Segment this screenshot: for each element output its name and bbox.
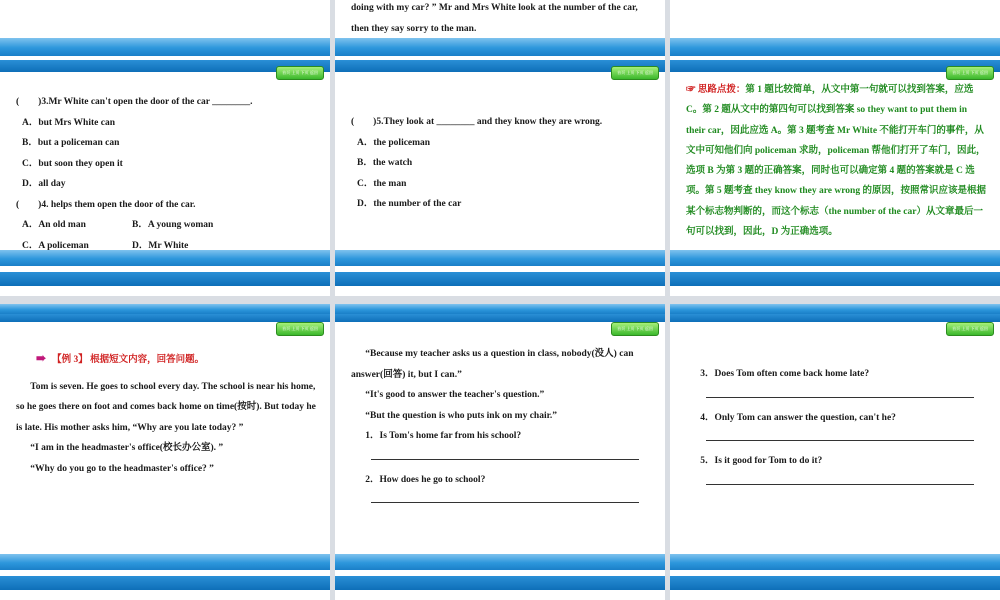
slide-2-top-text: [351, 0, 651, 39]
nav-button[interactable]: 首页 上页 下页 返回: [276, 322, 324, 336]
footer-band-dark: [0, 272, 330, 286]
hint-text: 第 1 题比较简单，从文中第一句就可以找到答案，应选 C。第 2 题从文中的第四句可以找到答案 so they want to put them in their car，因此应选 A。第 3 题考查 Mr White 不能打开车门的事件，从文中可知他们向 policeman 求助，policeman 帮他们打开了车门，因此，选项 B 为第 3 题的正确答案，同时也可以确定第 4 题的答案就是 C 选项。第 5 题考查 they know they are wrong 的原因，按照常识应该是根据某个标志物判断的，而这个标志（the number of the car）从文章最后一句可以找到，因此，D 为正确选项。: [686, 85, 986, 238]
question-1: 1．Is Tom's home far from his school?: [365, 431, 522, 441]
story-paragraph-6: “But the question is who puts ink on my chair.”: [365, 410, 558, 421]
q4-option-c: C．A policeman: [22, 240, 89, 251]
answer-line-5[interactable]: [706, 472, 974, 485]
question-2: 2．How does he go to school?: [365, 474, 486, 485]
story-ending: doing with my car? ” Mr and Mrs White look at the number of the car, then they say sorry to the man.: [351, 3, 638, 34]
story-paragraph-4: “Because my teacher asks us a question in class, nobody(没人) can answer(回答) it, but I can.”: [351, 349, 634, 380]
q3-option-c: C．but soon they open it: [22, 158, 123, 169]
example-title: 【例 3】 根据短文内容，回答问题。: [52, 355, 205, 365]
arrow-icon: ➠: [36, 351, 47, 365]
footer-band-dark: [670, 576, 1000, 590]
story-paragraph-3: “Why do you go to the headmaster's office? ”: [30, 463, 214, 474]
slide-3: [670, 0, 1000, 296]
question-4: ( )4. helps them open the door of the car.: [16, 199, 196, 210]
footer-band-dark: [335, 576, 665, 590]
story-paragraph-5: “It's good to answer the teacher's question.”: [365, 390, 545, 400]
footer-band-dark: [0, 576, 330, 590]
slide-6-content: [686, 364, 986, 495]
nav-button[interactable]: 首页 上页 下页 返回: [946, 322, 994, 336]
slide-6: [670, 304, 1000, 600]
slide-4-content: [16, 348, 316, 479]
answer-line-4[interactable]: [706, 428, 974, 441]
hint-label: ☞ 思路点拨：: [686, 85, 746, 95]
q5-option-a: A．the policeman: [357, 137, 431, 148]
footer-band: [335, 554, 665, 570]
slide-3-content: [686, 80, 986, 242]
footer-band: [670, 250, 1000, 266]
footer-band: [0, 250, 330, 266]
slide-1: [0, 0, 330, 296]
q3-option-a: A．but Mrs White can: [22, 117, 115, 128]
q4-options-row-1: [16, 215, 316, 236]
slide-5: [335, 304, 665, 600]
nav-button[interactable]: 首页 上页 下页 返回: [611, 322, 659, 336]
q3-option-b: B．but a policeman can: [22, 138, 120, 148]
header-band: [335, 304, 665, 314]
q5-option-c: C．the man: [357, 178, 407, 189]
example-heading: [16, 348, 316, 371]
hint-paragraph: [686, 80, 986, 242]
slide-2-content: [351, 112, 651, 215]
footer-band: [0, 554, 330, 570]
slide-4: [0, 304, 330, 600]
q5-option-d: D．the number of the car: [357, 199, 462, 209]
question-4b: 4．Only Tom can answer the question, can't he?: [700, 412, 896, 423]
question-5: ( )5.They look at ________ and they know they are wrong.: [351, 117, 603, 127]
nav-button[interactable]: 首页 上页 下页 返回: [946, 66, 994, 80]
answer-line-2[interactable]: [371, 490, 639, 503]
question-3b: 3．Does Tom often come back home late?: [700, 369, 870, 379]
answer-line-3[interactable]: [706, 385, 974, 398]
header-band: [0, 304, 330, 314]
q4-option-a: A．An old man: [22, 220, 86, 230]
nav-button[interactable]: 首页 上页 下页 返回: [611, 66, 659, 80]
footer-band: [670, 554, 1000, 570]
q4-option-d: D．Mr White: [132, 240, 189, 251]
question-3: ( )3.Mr White can't open the door of the car ________.: [16, 97, 253, 107]
slide-1-content: [16, 92, 316, 256]
header-band-dark: [670, 314, 1000, 322]
header-band: [0, 38, 330, 56]
story-paragraph-1: Tom is seven. He goes to school every day. The school is near his home, so he goes there on foot and comes back home on time(按时). But today he is late. His mother asks him, “Why are you late today? ”: [16, 381, 316, 433]
header-band: [670, 304, 1000, 314]
slide-5-content: [351, 344, 651, 513]
answer-line-1[interactable]: [371, 447, 639, 460]
slide-2: [335, 0, 665, 296]
footer-band-dark: [335, 272, 665, 286]
q3-option-d: D．all day: [22, 179, 66, 189]
header-band: [335, 38, 665, 56]
header-band-dark: [0, 314, 330, 322]
q5-option-b: B．the watch: [357, 158, 413, 168]
question-5b: 5．Is it good for Tom to do it?: [700, 456, 823, 466]
footer-band-dark: [670, 272, 1000, 286]
story-paragraph-2: “I am in the headmaster's office(校长办公室). ”: [30, 443, 224, 453]
header-band-dark: [335, 314, 665, 322]
footer-band: [335, 250, 665, 266]
q4-option-b: B．A young woman: [132, 220, 214, 230]
header-band: [670, 38, 1000, 56]
nav-button[interactable]: 首页 上页 下页 返回: [276, 66, 324, 80]
